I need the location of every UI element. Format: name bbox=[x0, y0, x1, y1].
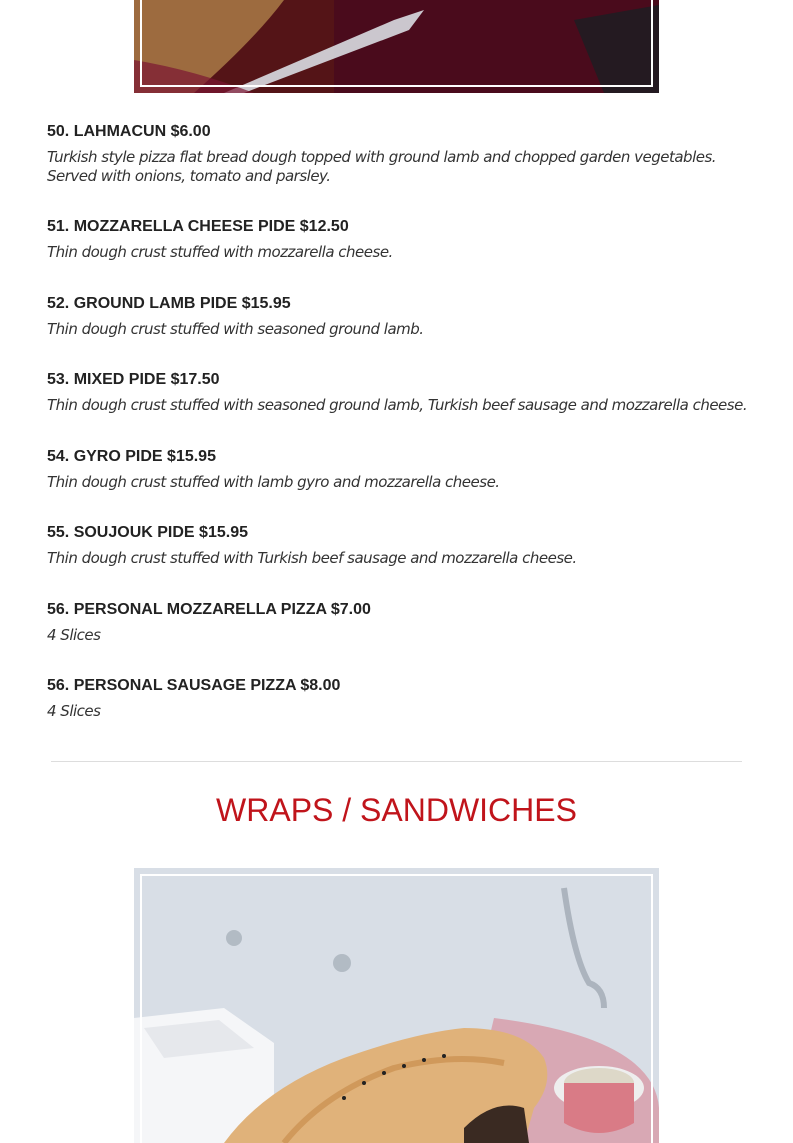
menu-item bbox=[47, 294, 757, 371]
photo-frame bbox=[140, 0, 653, 87]
menu-item-description: 4 Slices bbox=[47, 625, 101, 644]
menu-item-title: 56. PERSONAL MOZZARELLA PIZZA $7.00 bbox=[47, 600, 371, 618]
menu-item bbox=[47, 600, 757, 677]
menu-item-description: 4 Slices bbox=[47, 702, 101, 720]
menu-item-description: Thin dough crust stuffed with Turkish beef sausage and mozzarella cheese. bbox=[47, 549, 577, 567]
menu-item-description: Thin dough crust stuffed with seasoned ground lamb. bbox=[47, 319, 424, 338]
menu-item bbox=[47, 523, 757, 600]
menu-item-title: 51. MOZZARELLA CHEESE PIDE $12.50 bbox=[47, 218, 349, 235]
menu-item-title: 56. PERSONAL SAUSAGE PIZZA $8.00 bbox=[47, 677, 341, 694]
menu-item-description: Thin dough crust stuffed with seasoned ground lamb, Turkish beef sausage and mozzarella cheese. bbox=[47, 396, 748, 414]
section-divider bbox=[51, 761, 742, 762]
menu-item bbox=[47, 676, 757, 753]
menu-item-title: 50. LAHMACUN $6.00 bbox=[47, 123, 211, 140]
menu-item-description: Turkish style pizza flat bread dough topped with ground lamb and chopped garden vegetables. Served with onions, tomato and parsley. bbox=[47, 148, 717, 185]
menu-item-title: 54. GYRO PIDE $15.95 bbox=[47, 447, 216, 465]
menu-item-title: 52. GROUND LAMB PIDE $15.95 bbox=[47, 294, 291, 312]
section-title: WRAPS / SANDWICHES bbox=[216, 792, 577, 828]
menu-item-title: 55. SOUJOUK PIDE $15.95 bbox=[47, 524, 248, 541]
pide-menu-list bbox=[47, 122, 757, 753]
menu-item bbox=[47, 122, 757, 217]
photo-frame bbox=[140, 874, 653, 1143]
menu-item bbox=[47, 447, 757, 524]
menu-item bbox=[47, 370, 757, 447]
menu-item bbox=[47, 217, 757, 294]
menu-item-description: Thin dough crust stuffed with mozzarella cheese. bbox=[47, 243, 393, 261]
menu-item-description: Thin dough crust stuffed with lamb gyro and mozzarella cheese. bbox=[47, 472, 500, 491]
pide-photo bbox=[134, 0, 659, 93]
wraps-photo bbox=[134, 868, 659, 1143]
menu-item-title: 53. MIXED PIDE $17.50 bbox=[47, 371, 220, 388]
